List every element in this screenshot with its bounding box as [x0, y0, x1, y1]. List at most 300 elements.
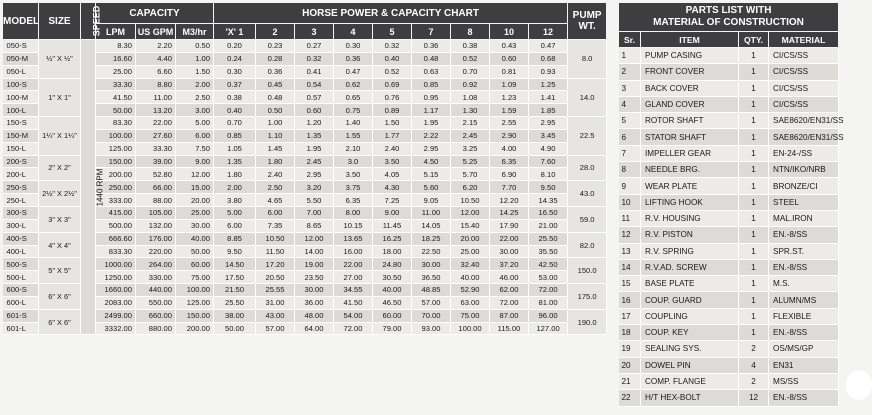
m3hr-cell: 50.00 — [176, 245, 214, 258]
hp-cell: 0.70 — [451, 65, 490, 78]
hp-cell: 0.40 — [373, 52, 412, 65]
model-cell: 601-L — [3, 322, 39, 335]
hp-cell: 0.30 — [334, 40, 373, 53]
material-cell: BRONZE/CI — [769, 178, 839, 194]
material-cell: EN31 — [769, 357, 839, 373]
hp-cell: 12.20 — [490, 194, 529, 207]
hp-cell: 18.25 — [412, 232, 451, 245]
parts-list-table — [618, 2, 844, 407]
lpm-cell: 666.60 — [96, 232, 136, 245]
hp-cell: 4.30 — [373, 181, 412, 194]
qty-cell: 1 — [739, 259, 769, 275]
hp-cell: 1.25 — [529, 78, 568, 91]
us-gpm-cell: 88.00 — [136, 194, 176, 207]
hp-cell: 0.93 — [529, 65, 568, 78]
hp-cell: 25.50 — [529, 232, 568, 245]
hp-cell: 31.00 — [256, 296, 295, 309]
qty-cell: 1 — [739, 80, 769, 96]
parts-row — [619, 292, 839, 308]
hp-cell: 1.59 — [490, 104, 529, 117]
item-cell: WEAR PLATE — [641, 178, 739, 194]
hp-cell: 2.50 — [256, 181, 295, 194]
sr-cell: 17 — [619, 308, 641, 324]
hp-cell: 14.00 — [295, 245, 334, 258]
pump-weight-cell: 43.0 — [568, 181, 607, 207]
material-cell: M.S. — [769, 276, 839, 292]
parts-row — [619, 64, 839, 80]
hp-cell: 2.90 — [490, 129, 529, 142]
model-cell: 600-S — [3, 284, 39, 297]
qty-header: QTY. — [739, 32, 769, 48]
hp-cell: 7.25 — [373, 194, 412, 207]
m3hr-cell: 3.00 — [176, 104, 214, 117]
item-cell: R.V.AD. SCREW — [641, 259, 739, 275]
hp-cell: 1.40 — [334, 117, 373, 130]
sr-cell: 19 — [619, 341, 641, 357]
parts-row — [619, 145, 839, 161]
hp-cell: 2.45 — [451, 129, 490, 142]
size-cell: 4" X 4" — [39, 232, 81, 258]
material-cell: EN.-8/SS — [769, 227, 839, 243]
parts-row — [619, 308, 839, 324]
hp-cell: 60.00 — [373, 309, 412, 322]
sr-cell: 16 — [619, 292, 641, 308]
hp-cell: 48.00 — [295, 309, 334, 322]
sr-cell: 14 — [619, 259, 641, 275]
hp-cell: 2.95 — [412, 142, 451, 155]
lpm-cell: 25.00 — [96, 65, 136, 78]
hp-cell: 0.38 — [214, 91, 256, 104]
qty-cell: 1 — [739, 276, 769, 292]
head-header: 8 — [451, 24, 490, 40]
hp-cell: 25.00 — [451, 245, 490, 258]
hp-cell: 16.25 — [373, 232, 412, 245]
hp-cell: 4.00 — [490, 142, 529, 155]
item-cell: R.V. PISTON — [641, 227, 739, 243]
hp-cell: 17.90 — [490, 219, 529, 232]
hp-cell: 75.00 — [451, 309, 490, 322]
hp-cell: 1.80 — [214, 168, 256, 181]
hp-cell: 1.95 — [295, 142, 334, 155]
hp-cell: 72.00 — [490, 296, 529, 309]
sr-cell: 4 — [619, 96, 641, 112]
pump-weight-cell: 59.0 — [568, 206, 607, 232]
parts-row — [619, 48, 839, 64]
hp-cell: 1.50 — [373, 117, 412, 130]
hp-cell: 11.00 — [412, 206, 451, 219]
hp-cell: 22.00 — [334, 258, 373, 271]
hp-cell: 0.89 — [373, 104, 412, 117]
hp-cell: 0.85 — [412, 78, 451, 91]
hp-cell: 2.40 — [256, 168, 295, 181]
material-cell: STEEL — [769, 194, 839, 210]
qty-cell: 1 — [739, 194, 769, 210]
hp-cell: 0.60 — [490, 52, 529, 65]
m3hr-cell: 100.00 — [176, 284, 214, 297]
lpm-cell: 200.00 — [96, 168, 136, 181]
model-cell: 250-S — [3, 181, 39, 194]
head-header: 4 — [334, 24, 373, 40]
size-header: SIZE — [39, 3, 81, 40]
hp-cell: 14.50 — [214, 258, 256, 271]
lpm-cell: 415.00 — [96, 206, 136, 219]
hp-cell: 0.45 — [256, 78, 295, 91]
model-cell: 500-S — [3, 258, 39, 271]
parts-row — [619, 80, 839, 96]
capacity-header: CAPACITY — [96, 3, 214, 24]
item-cell: COMP. FLANGE — [641, 373, 739, 389]
hp-cell: 3.45 — [529, 129, 568, 142]
item-cell: SEALING SYS. — [641, 341, 739, 357]
hp-cell: 38.00 — [214, 309, 256, 322]
parts-title-line1: PARTS LIST WITH — [685, 5, 772, 16]
hp-cell: 1.08 — [451, 91, 490, 104]
hp-cell: 0.85 — [214, 129, 256, 142]
material-cell: CI/CS/SS — [769, 80, 839, 96]
hp-cell: 46.50 — [373, 296, 412, 309]
size-cell: 6" X 6" — [39, 309, 81, 335]
hp-cell: 12.00 — [295, 232, 334, 245]
model-cell: 250-L — [3, 194, 39, 207]
hp-cell: 0.32 — [373, 40, 412, 53]
sr-cell: 10 — [619, 194, 641, 210]
hp-cell: 0.76 — [373, 91, 412, 104]
material-cell: EN-24-/SS — [769, 145, 839, 161]
parts-row — [619, 373, 839, 389]
head-header: 5 — [373, 24, 412, 40]
hp-cell: 20.50 — [256, 271, 295, 284]
sr-cell: 12 — [619, 227, 641, 243]
lpm-cell: 33.30 — [96, 78, 136, 91]
model-cell: 300-L — [3, 219, 39, 232]
hp-cell: 14.35 — [529, 194, 568, 207]
item-cell: DOWEL PIN — [641, 357, 739, 373]
item-cell: COUP. GUARD — [641, 292, 739, 308]
hp-cell: 0.36 — [334, 52, 373, 65]
hp-cell: 21.00 — [529, 219, 568, 232]
model-cell: 050-L — [3, 65, 39, 78]
sr-cell: 8 — [619, 162, 641, 178]
m3hr-cell: 7.50 — [176, 142, 214, 155]
head-header: 12 — [529, 24, 568, 40]
hp-capacity-chart — [2, 2, 607, 335]
item-cell: STATOR SHAFT — [641, 129, 739, 145]
hp-cell: 1.55 — [334, 129, 373, 142]
hp-cell: 100.00 — [451, 322, 490, 335]
hp-cell: 17.50 — [214, 271, 256, 284]
lpm-cell: 2499.00 — [96, 309, 136, 322]
hp-cell: 18.00 — [373, 245, 412, 258]
hp-cell: 2.22 — [412, 129, 451, 142]
qty-cell: 1 — [739, 64, 769, 80]
sr-cell: 18 — [619, 325, 641, 341]
pump-weight-cell: 175.0 — [568, 284, 607, 310]
hp-cell: 0.50 — [256, 104, 295, 117]
parts-row — [619, 113, 839, 129]
material-cell: OS/MS/GP — [769, 341, 839, 357]
hp-cell: 43.00 — [256, 309, 295, 322]
hp-cell: 40.00 — [451, 271, 490, 284]
item-cell: NEEDLE BRG. — [641, 162, 739, 178]
hp-cell: 0.48 — [256, 91, 295, 104]
us-gpm-header: US GPM — [136, 24, 176, 40]
hp-cell: 70.00 — [412, 309, 451, 322]
material-cell: SPR.ST. — [769, 243, 839, 259]
hp-cell: 11.45 — [373, 219, 412, 232]
m3hr-cell: 1.50 — [176, 65, 214, 78]
material-cell: EN.-8/SS — [769, 390, 839, 406]
m3hr-cell: 2.00 — [176, 78, 214, 91]
lpm-cell: 250.00 — [96, 181, 136, 194]
hp-cell: 50.00 — [214, 322, 256, 335]
hp-cell: 6.35 — [334, 194, 373, 207]
pump-weight-cell: 28.0 — [568, 155, 607, 181]
speed-cell — [81, 40, 105, 335]
item-cell: PUMP CASING — [641, 48, 739, 64]
hp-cell: 10.50 — [451, 194, 490, 207]
hp-cell: 1.10 — [256, 129, 295, 142]
head-header: 3 — [295, 24, 334, 40]
pump-weight-cell: 22.5 — [568, 117, 607, 156]
head-header: 2 — [256, 24, 295, 40]
hp-cell: 0.92 — [451, 78, 490, 91]
m3hr-cell: 20.00 — [176, 194, 214, 207]
material-header: MATERIAL — [769, 32, 839, 48]
hp-cell: 36.50 — [412, 271, 451, 284]
us-gpm-cell: 660.00 — [136, 309, 176, 322]
item-cell: FRONT COVER — [641, 64, 739, 80]
hp-cell: 23.50 — [295, 271, 334, 284]
hp-cell: 2.15 — [451, 117, 490, 130]
model-cell: 150-S — [3, 117, 39, 130]
hp-cell: 17.20 — [256, 258, 295, 271]
lpm-cell: 3332.00 — [96, 322, 136, 335]
hp-cell: 1.09 — [490, 78, 529, 91]
speed-header — [81, 3, 102, 40]
material-cell: EN.-8/SS — [769, 259, 839, 275]
parts-row — [619, 162, 839, 178]
us-gpm-cell: 66.00 — [136, 181, 176, 194]
hp-cell: 12.00 — [451, 206, 490, 219]
model-cell: 100-M — [3, 91, 39, 104]
model-cell: 500-L — [3, 271, 39, 284]
lpm-cell: 41.50 — [96, 91, 136, 104]
hp-cell: 0.70 — [214, 117, 256, 130]
us-gpm-cell: 13.20 — [136, 104, 176, 117]
pump-weight-header: PUMP WT. — [568, 3, 607, 40]
hp-cell: 20.00 — [451, 232, 490, 245]
hp-cell: 0.48 — [412, 52, 451, 65]
hp-cell: 87.00 — [490, 309, 529, 322]
item-cell: R.V. SPRING — [641, 243, 739, 259]
hp-cell: 2.45 — [295, 155, 334, 168]
size-cell: 2½" X 2½" — [39, 181, 81, 207]
hp-cell: 1.23 — [490, 91, 529, 104]
hp-cell: 0.65 — [334, 91, 373, 104]
hp-cell: 3.80 — [214, 194, 256, 207]
hp-cell: 5.25 — [451, 155, 490, 168]
hp-cell: 1.85 — [529, 104, 568, 117]
material-cell: FLEXIBLE — [769, 308, 839, 324]
hp-cell: 7.70 — [490, 181, 529, 194]
us-gpm-cell: 27.60 — [136, 129, 176, 142]
hp-cell: 0.40 — [214, 104, 256, 117]
us-gpm-cell: 132.00 — [136, 219, 176, 232]
parts-row — [619, 276, 839, 292]
size-cell: 6" X 6" — [39, 284, 81, 310]
us-gpm-cell: 330.00 — [136, 271, 176, 284]
lpm-cell: 16.60 — [96, 52, 136, 65]
hp-cell: 2.95 — [529, 117, 568, 130]
head-header: 10 — [490, 24, 529, 40]
hp-cell: 0.30 — [214, 65, 256, 78]
model-header: MODEL — [3, 3, 39, 40]
hp-cell: 25.55 — [256, 284, 295, 297]
hp-cell: 5.00 — [214, 206, 256, 219]
hp-cell: 0.47 — [334, 65, 373, 78]
hp-cell: 46.00 — [490, 271, 529, 284]
lpm-cell: 100.00 — [96, 129, 136, 142]
hp-cell: 36.00 — [295, 296, 334, 309]
us-gpm-cell: 264.00 — [136, 258, 176, 271]
qty-cell: 12 — [739, 390, 769, 406]
hp-cell: 0.68 — [529, 52, 568, 65]
parts-body — [619, 48, 844, 407]
qty-cell: 1 — [739, 243, 769, 259]
size-cell: ½" X ½" — [39, 40, 81, 79]
hp-cell: 34.55 — [334, 284, 373, 297]
hp-cell: 16.00 — [334, 245, 373, 258]
sr-cell: 9 — [619, 178, 641, 194]
hp-cell: 1.41 — [529, 91, 568, 104]
qty-cell: 1 — [739, 325, 769, 341]
m3hr-cell: 75.00 — [176, 271, 214, 284]
qty-cell: 1 — [739, 162, 769, 178]
parts-row — [619, 325, 839, 341]
hp-cell: 8.00 — [334, 206, 373, 219]
parts-row — [619, 178, 839, 194]
material-cell: CI/CS/SS — [769, 48, 839, 64]
item-header: ITEM — [641, 32, 739, 48]
hp-cell: 0.75 — [334, 104, 373, 117]
hp-cell: 0.69 — [373, 78, 412, 91]
item-cell: COUP. KEY — [641, 325, 739, 341]
sr-cell: 13 — [619, 243, 641, 259]
hp-cell: 0.27 — [295, 40, 334, 53]
hp-cell: 1.35 — [295, 129, 334, 142]
hp-cell: 72.00 — [334, 322, 373, 335]
model-cell: 200-S — [3, 155, 39, 168]
hp-cell: 22.50 — [412, 245, 451, 258]
model-cell: 150-L — [3, 142, 39, 155]
hp-cell: 1.35 — [214, 155, 256, 168]
m3hr-cell: 60.00 — [176, 258, 214, 271]
sr-cell: 20 — [619, 357, 641, 373]
hp-cell: 7.60 — [529, 155, 568, 168]
hp-cell: 0.23 — [256, 40, 295, 53]
qty-cell: 1 — [739, 292, 769, 308]
model-cell: 150-M — [3, 129, 39, 142]
hp-cell: 35.50 — [529, 245, 568, 258]
hp-cell: 2.10 — [334, 142, 373, 155]
hp-cell: 10.50 — [256, 232, 295, 245]
item-cell: LIFTING HOOK — [641, 194, 739, 210]
hp-cell: 93.00 — [412, 322, 451, 335]
hp-cell: 64.00 — [295, 322, 334, 335]
us-gpm-cell: 2.20 — [136, 40, 176, 53]
model-cell: 200-L — [3, 168, 39, 181]
us-gpm-cell: 105.00 — [136, 206, 176, 219]
lpm-cell: 1250.00 — [96, 271, 136, 284]
item-cell: H/T HEX-BOLT — [641, 390, 739, 406]
hp-cell: 127.00 — [529, 322, 568, 335]
parts-row — [619, 96, 839, 112]
hp-cell: 62.00 — [490, 284, 529, 297]
hp-cell: 0.36 — [256, 65, 295, 78]
hp-cell: 0.36 — [412, 40, 451, 53]
m3hr-cell: 2.50 — [176, 91, 214, 104]
hp-cell: 8.65 — [295, 219, 334, 232]
hp-cell: 21.50 — [214, 284, 256, 297]
hp-cell: 1.77 — [373, 129, 412, 142]
hp-cell: 2.55 — [490, 117, 529, 130]
m3hr-header: M3/hr — [176, 24, 214, 40]
qty-cell: 1 — [739, 227, 769, 243]
hp-cell: 1.20 — [295, 117, 334, 130]
material-cell: SAE8620/EN31/SS — [769, 129, 839, 145]
us-gpm-cell: 550.00 — [136, 296, 176, 309]
hp-cell: 14.05 — [412, 219, 451, 232]
qty-cell: 1 — [739, 308, 769, 324]
model-cell: 100-S — [3, 78, 39, 91]
hp-cell: 0.28 — [256, 52, 295, 65]
sr-cell: 15 — [619, 276, 641, 292]
parts-title-line2: MATERIAL OF CONSTRUCTION — [653, 17, 804, 28]
hp-cell: 3.50 — [334, 168, 373, 181]
qty-cell: 1 — [739, 96, 769, 112]
us-gpm-cell: 39.00 — [136, 155, 176, 168]
speed-header-label: SPEED — [91, 5, 102, 37]
hp-cell: 6.20 — [451, 181, 490, 194]
hp-cell: 7.00 — [295, 206, 334, 219]
hp-cell: 42.50 — [529, 258, 568, 271]
us-gpm-cell: 220.00 — [136, 245, 176, 258]
qty-cell: 1 — [739, 178, 769, 194]
hp-cell: 0.24 — [214, 52, 256, 65]
m3hr-cell: 40.00 — [176, 232, 214, 245]
hp-cell: 6.00 — [214, 219, 256, 232]
material-cell: NTN/IKO/NRB — [769, 162, 839, 178]
hp-cell: 115.00 — [490, 322, 529, 335]
hp-cell: 9.05 — [412, 194, 451, 207]
qty-cell: 1 — [739, 145, 769, 161]
hp-cell: 53.00 — [529, 271, 568, 284]
model-cell: 400-S — [3, 232, 39, 245]
m3hr-cell: 150.00 — [176, 309, 214, 322]
hp-cell: 1.05 — [214, 142, 256, 155]
hp-cell: 0.38 — [451, 40, 490, 53]
sr-cell: 22 — [619, 390, 641, 406]
hp-cell: 57.00 — [412, 296, 451, 309]
material-cell: SAE8620/EN31/SS — [769, 113, 839, 129]
pump-weight-cell: 82.0 — [568, 232, 607, 258]
lpm-cell: 83.30 — [96, 117, 136, 130]
us-gpm-cell: 6.60 — [136, 65, 176, 78]
model-cell: 400-L — [3, 245, 39, 258]
item-cell: GLAND COVER — [641, 96, 739, 112]
hp-cell: 3.75 — [334, 181, 373, 194]
hp-cell: 0.60 — [295, 104, 334, 117]
